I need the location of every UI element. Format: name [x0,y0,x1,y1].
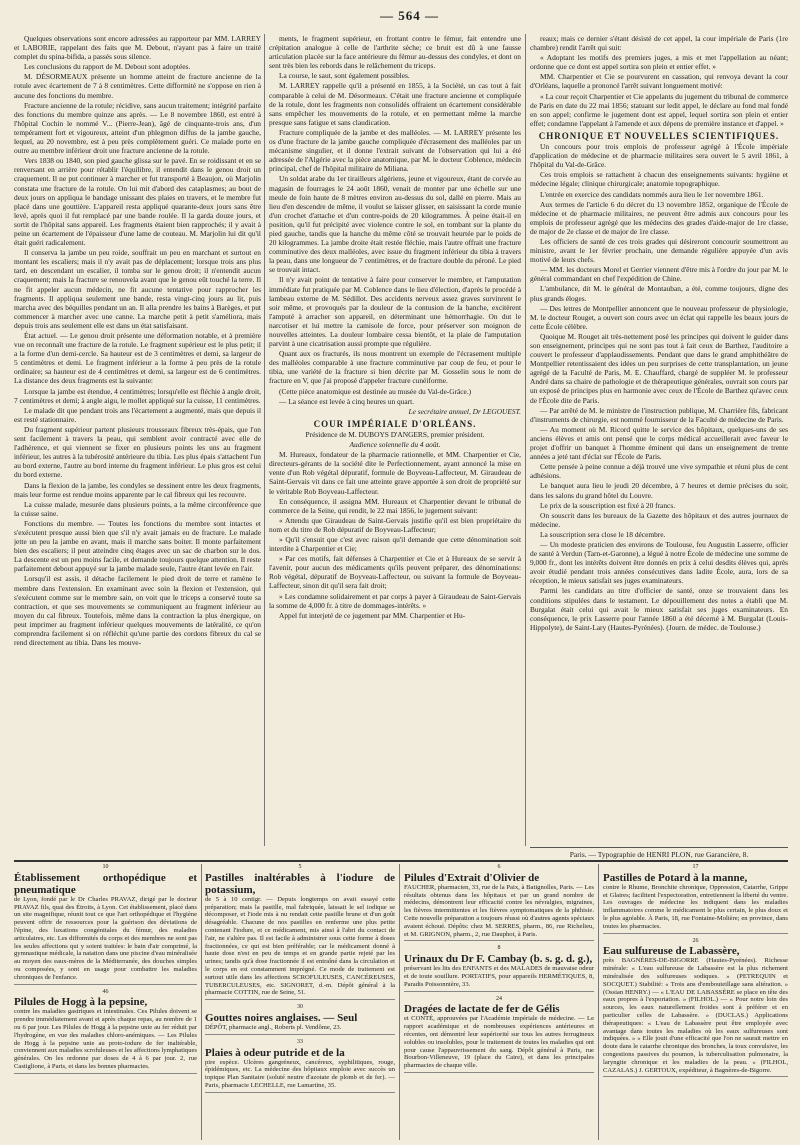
ad-title: Urinaux du Dr F. Cambay (b. s. g. d. g.), [404,953,593,966]
presidence-line: Présidence de M. DUBOYS D'ANGERS, premier président. [305,429,485,439]
ad-body: de 5 à 10 centigr. — Depuis longtemps on avait essayé cette préparation; mais la pastille, mal fabriquée, laissait le sel iodique se décomposer, et l'iode mis à nu rendait cette pastille brune et d'un goût désagréable. Chacune de nos pastilles en renferme une plus petite contenant l'iodure, et ce médicament, mis ainsi à l'abri du contact de l'air, ne s'altère pas. Il est facile à administrer sous cette forme à doses fractionnées, ce qui est bien préférable; car le médicament donné à haute dose n'est en peu de temps et en grande partie rejeté par les urines; tandis qu'à dose fractionnée il est entraîné dans la circulation et le corps en est constamment imprégné. Ce mode de traitement est surtout utile dans les affections SCROFULEUSES, CANCÉREUSES, TUBERCULEUSES, etc. SIGNORET, d.-m. Dépôt général à la pharmacie COTTIN, rue de Seine, 51. [205,895,395,997]
article-paragraph: ments, le fragment supérieur, en frottant contre le fémur, fait entendre une crépitation analogue à celle de l'arthrite sèche; ce bruit est dû à une fausse articulation placée sur la face antérieure du fémur au-dessus des condyles, et dont on sent très bien les rebords dans le relâchement du triceps. [269,34,521,71]
ad-body: préservant les lits des ENFANTS et des MALADES de mauvaise odeur et de toute souillure. PORTATIFS, pour appareils HERMÉTIQUES, 8, Paradis Poissonnière, 33. [404,965,594,988]
article-paragraph: — Un modeste praticien des environs de Toulouse, feu Augustin Lasserre, officier de santé à Verdun (Tarn-et-Garonne), a légué à notre École de médecine une somme de 9,000 fr., dont les intérêts doivent être donnés en prix à celui desdits élèves qui, après avoir étudié pendant trois années consécutives dans ladite École, aura, lors de sa réception, le mieux satisfait ses juges examinateurs. [530,539,788,586]
advertisement [14,864,197,985]
article-paragraph: MM. Charpentier et Cie se pourvurent en cassation, qui renvoya devant la cour d'Orléans, laquelle a prononcé l'arrêt suivant longuement motivé: [530,72,788,91]
ads-divider [399,864,400,1140]
article-paragraph: (Cette pièce anatomique est destinée au musée du Val-de-Grâce.) [279,386,472,396]
ad-number: 24 [496,995,502,1002]
advertisement [603,864,788,934]
article-paragraph: L'entrée en exercice des candidats nommés aura lieu le 1er novembre 1861. [540,189,764,199]
article-paragraph: Le malade dit que pendant trois ans l'écartement a augmenté, mais que depuis il est resté stationnaire. [14,405,261,424]
ad-body: et CONTÉ, approuvées par l'Académie impériale de médecine. — Le rapport académique et de nombreuses expériences antérieures et récentes, ont démontré leur supériorité sur tous les autres ferrugineux solubles ou insolubles, pour le traitement de toutes les maladies qui ont pour cause l'appauvrissement du sang. Dépôt général à Paris, rue Bourbon-Villeneuve, 19 (place du Caire), et dans les principales pharmacies de chaque ville. [404,1015,594,1070]
ad-number: 26 [692,937,699,944]
ad-title: Pilules de Hogg à la pepsine, [14,996,148,1009]
article-paragraph: Quant aux os fracturés, ils nous montrent un exemple de l'écrasement multiple des malléoles comparable à une fracture comminutive par coup de feu, et pour le tibia, une variété de la fracture si bien décrite par M. Gosselin sous le nom de fracture en V, que j'ai proposé d'appeler fracture cunéiforme. [269,349,521,386]
advertisement [205,864,395,1000]
advertisement [603,938,788,1078]
ads-column-4 [603,864,788,1142]
ad-number: 46 [102,988,109,995]
article-paragraph: La cuisse malade, mesurée dans plusieurs points, a la même circonférence que la cuisse saine. [14,499,261,518]
article-paragraph: Appel fut interjeté de ce jugement par MM. Charpentier et Hu- [279,610,466,620]
ad-separator [404,940,594,941]
article-paragraph: — Par arrêté de M. le ministre de l'instruction publique, M. Charrière fils, fabricant d'instruments de chirurgie, est nommé fournisseur de la Faculté de médecine de Paris. [530,405,788,424]
ads-column-3 [404,864,594,1142]
article-paragraph: Les conclusions du rapport de M. Debout sont adoptées. [24,62,191,72]
article-paragraph: La course, le saut, sont également possibles. [279,71,410,81]
printer-footer: Paris. — Typographie de HENRI PLON, rue Garancière, 8. [530,847,788,859]
ad-body: FAUCHER, pharmacien, 33, rue de la Paix, à Batignolles, Paris. — Les résultats obtenus dans les hôpitaux et par un grand nombre de médecins, démontrent leur efficacité contre les névralgies, migraines, les fièvres intermittentes et les fièvres symptomatiques de la phthisie. Cette nouvelle préparation a toujours réussi où d'autres agents spéciaux avaient échoué. Dépôts: chez M. SERRES, pharm., 86, rue Richelieu, et M. GRIGNON, pharm., 2, rue Dauphot, à Paris. [404,883,594,938]
ads-column-2 [205,864,395,1142]
ad-title: Pastilles inaltérables à l'iodure de potassium, [205,871,395,896]
ad-title: Eau sulfureuse de Labassère, [603,945,740,958]
article-paragraph: Quoique M. Rouget ait très-nettement posé les principes qui doivent le guider dans son enseignement, principes qui ne sont pas tout à fait ceux de Barthez, l'auditoire a couvert le professeur d'applaudissements. Pendant que dans le grand amphithéâtre de Montpellier retentissaient des idées un peu surprises de cette transplantation, un jeune agrégé de la Faculté de Paris, M. E. Chauffard, chargé de suppléer M. le professeur André dans sa chaire de pathologie et de thérapeutique générales, ouvrait son cours par un exposé de principes plus en harmonie avec ceux de l'École de Barthez qu'avec ceux de l'École dite de Paris. [530,331,788,405]
article-paragraph: Un soldat arabe du 1er tirailleurs algériens, jeune et vigoureux, étant de corvée au magasin de fourrages le 24 août 1860, venait de monter par une échelle sur une meule de foin haute de 8 mètres environ au-dessus du sol, dallé en pierre. Mais au lieu d'en descendre de même, il voulut se laisser glisser, en saisissant la corde munie d'un crochet d'attache et d'un contre-poids de 20 kilogrammes. À peine était-il en position, qu'il fut précipité avec violence contre le sol, en tombant sur la plante du pied gauche, tandis que la hanche du même côté se trouvait heurtée par le poids de 20 kilogrammes. La jambe droite était restée fléchie, mais l'autre offrait une fracture comminutive des deux malléoles, avec issue du fragment inférieur du tibia à travers la peau, dans une longueur de 7 centimètres, et de fracture double du péroné. Le pied se trouvait intact. [269,174,521,275]
ad-number: 30 [297,1004,303,1011]
ad-separator [14,1073,197,1074]
article-paragraph: Fracture ancienne de la rotule; récidive, sans aucun traitement; intégrité parfaite des fonctions du membre quinze ans après. — Le 8 novembre 1860, est entré à l'hôpital Cochin le nommé V... (Pierre-Jean), âgé de cinquante-trois ans, d'un tempérament fort et vigoureux, atteint d'un phlegmon diffus de la jambe gauche, lequel, au 20 novembre, est à peu près complètement guéri. Ce malade porte en outre au membre inférieur droit une fracture ancienne de la rotule. [14,100,261,156]
article-paragraph: Vers 1838 ou 1840, son pied gauche glissa sur le pavé. En se roidissant et en se renversant en arrière pour rétablir l'équilibre, il entendit dans le genou droit un craquement. Il ne put continuer à marcher et fut transporté à Beaujon, où Marjolin constata une fracture de la rotule. On lui mit d'abord des cataplasmes; au bout de deux jours on appliqua le bandage unissant des plaies en travers, et le membre fut placé dans une gouttière. L'appareil resta appliqué quarante-deux jours sans être levé, après quoi il fut remplacé par une bande roulée. Il la garda douze jours, et sortit de l'hôpital sans appareil. Les fragments étaient bien rapprochés; il y avait à peine un écartement de l'épaisseur d'une lame de couteau. M. Marjolin lui dit qu'il était guéri radicalement. [14,156,261,248]
ad-separator [205,999,395,1000]
article-paragraph: Du fragment supérieur partent plusieurs trousseaux fibreux très-épais, que l'on sent facilement à travers la peau, qui semblent avoir contracté avec elle de l'adhérence, et qui viennent se fixer en plusieurs points les uns au fragment inférieur, les autres à la tubérosité antérieure du tibia. Les plus épais s'attachent l'un au bord externe, l'autre au bord interne du fragment inférieur. Le plus gros est celui du bord externe. [14,424,261,480]
article-paragraph: État actuel. — Le genou droit présente une déformation notable, et à première vue on reconnaît une fracture de la rotule. Le fragment supérieur est le plus petit; il a la forme d'un demi-cercle. Sa hauteur est de 3 centimètres et demi, sa largeur de 5 centimètres et demi. Le fragment inférieur a la forme à peu près de la rotule ordinaire; sa hauteur est de 4 centimètres et demi, sa largeur est de 6 centimètres. La distance des deux fragments est la suivante: [14,331,261,386]
ad-body: DÉPÔT, pharmacie angl., Roberts pl. Vendôme, 23. [205,1023,342,1031]
ad-body: de Lyon, fondé par le Dr Charles PRAVAZ, dirigé par le docteur PRAVAZ fils, quai des Étroits, à Lyon. Cet établissement, placé dans un site magnifique, réunit tout ce que l'art orthopédique et l'hygiène peuvent offrir de ressources pour la guérison des déviations de l'épine, des luxations congénitales du fémur, des maladies articulaires, etc. Les difformités du corps et des membres ne sont pas les seules affections qui y soient traitées: le bain d'air comprimé, la gymnastique médicale, la natation dans une piscine d'eau minéralisée au moyen des eaux-mères de la Méditerranée, des douches simples ou composées, y sont en usage pour combattre les maladies chroniques de l'enfance. [14,895,197,981]
article-paragraph: « Adoptant les motifs des premiers juges, a mis et met l'appellation au néant; ordonne que ce dont est appel sortira son plein et entier effet. » [530,53,788,72]
ad-title: Pastilles de Potard à la manne, [603,871,748,884]
article-paragraph: — La séance est levée à cinq heures un quart. [279,396,415,406]
ad-separator [205,1092,395,1093]
ad-body: pire espèce. Ulcères gangréneux, cancéreux, syphilitiques, rouge, épidémiques, etc. La médecine des hôpitaux emploie avec succès un topique Plan Sanitaire (soluté neutre d'azotate de plomb et de fer). — Paris, pharmacie LECHELLE, rue Lamartine, 35. [205,1058,395,1089]
article-paragraph: On souscrit dans les bureaux de la Gazette des hôpitaux et des autres journaux de médecine. [530,510,788,529]
article-paragraph: Fonctions du membre. — Toutes les fonctions du membre sont intactes et s'exécutent presque aussi bien que s'il n'y avait jamais eu de fracture. Le malade jette un peu la jambe en avant, mais il marche sans boiter. Il monte parfaitement bien des escaliers; il peut atteindre cinq étages avec un sac de charbon sur le dos. La descente est un peu moins facile, et demande toujours quelque attention. Il reste parfaitement debout appuyé sur la jambe malade seule, l'autre étant levée en l'air. [14,518,261,574]
article-paragraph: Le banquet aura lieu le jeudi 20 décembre, à 7 heures et demie précises du soir, dans les salons du grand hôtel du Louvre. [530,481,788,500]
article-paragraph: En conséquence, il assigna MM. Hureaux et Charpentier devant le tribunal de commerce de la Seine, qui rendit, le 22 mai 1856, le jugement suivant: [269,496,521,515]
ad-number: 10 [102,864,109,870]
article-paragraph: Quelques observations sont encore adressées au rapporteur par MM. LARREY et LABORIE, rappelant des faits que M. Debout, n'ayant pas à faire un traité complet du spina-bifida, a passés sous silence. [14,34,261,62]
article-paragraph: M. DÉSORMEAUX présente un homme atteint de fracture ancienne de la rotule avec écartement de 7 à 8 centimètres. Cette difformité ne s'oppose en rien à aucune des fonctions du membre. [14,72,261,100]
article-paragraph: Parmi les candidats au titre d'officier de santé, onze se trouvaient dans les conditions stipulées dans le testament. Le dépouillement des notes a établi que M. Burgalat était celui qui avait le mieux satisfait ses juges examinateurs. En conséquence, le prix Lasserre pour l'année 1860 a été décerné à M. Burgalat (Louis-Hippolyte), de Saint-Lary (Hautes-Pyrénées). (Journ. de médec. de Toulouse.) [530,586,788,632]
column-3 [530,34,788,852]
audience-line: Audience solennelle du 4 août. [349,440,441,450]
section-title: COUR IMPÉRIALE D'ORLÉANS. [313,418,477,429]
ad-title: Pilules d'Extrait d'Olivier de [404,871,540,884]
ad-separator [404,1072,594,1073]
article-paragraph: Dans la flexion de la jambe, les condyles se dessinent entre les deux fragments, mais leur forme est rendue moins apparente par le cal fibreux qui les recouvre. [14,480,261,499]
article-paragraph: — Des lettres de Montpellier annoncent que le nouveau professeur de physiologie, M. le docteur Rouget, a ouvert son cours avec un éclat qui rappelle les beaux jours de cette École célèbre. [530,303,788,331]
article-paragraph: Lorsque la jambe est étendue, 4 centimètres; lorsqu'elle est fléchie à angle droit, 7 centimètres et demi; à angle aigu, le mollet appliqué sur la cuisse, 11 centimètres. [14,386,261,405]
article-paragraph: » Les condamne solidairement et par corps à payer à Giraudeau de Saint-Gervais la somme de 4,000 fr. à titre de dommages-intérêts. » [269,591,521,610]
ad-separator [205,1034,395,1035]
section-title: CHRONIQUE ET NOUVELLES SCIENTIFIQUES. [538,130,780,141]
article-paragraph: Cette pensée à peine connue a déjà trouvé une vive sympathie et réuni plus de cent adhésions. [530,462,788,481]
article-paragraph: Ces trois emplois se rattachent à chacun des enseignements suivants: hygiène et médecine légale; clinique chirurgicale; anatomie topographique. [530,170,788,189]
article-paragraph: — MM. les docteurs Morel et Gerrier viennent d'être mis à l'ordre du jour par M. le général commandant en chef l'expédition de Chine. [530,265,788,284]
article-paragraph: Il conserva la jambe un peu roide, souffrait un peu en marchant et surtout en montant les escaliers; mais il n'y avait pas de déplacement; lorsque trois ans plus tard, en descendant un escalier, il tomba sur le genou droit; il n'entendit aucun craquement; mais la fracture se renouvela avant que le genou eût touché la terre. Il ne fit appeler aucun médecin, ne fit aucune tentative pour rapprocher les fragments. Il appliqua seulement une bande, resta vingt-cinq jours au lit, puis marcha avec des béquilles pendant un an. Il alla prendre les bains à Barèges, et put commencer à marcher avec une canne. La marche petit à petit s'améliora, mais depuis trois ans seulement elle est dans un état satisfaisant. [14,248,261,330]
ad-separator [14,984,197,985]
article-paragraph: « Attendu que Giraudeau de Saint-Gervais justifie qu'il est bien propriétaire du nom et du titre de Rob dépuratif de Boyveau-Laffecteur; [269,515,521,534]
signature: Le secrétaire annuel, Dr LEGOUEST. [408,406,521,416]
column-divider [264,34,265,846]
ads-separator [14,860,788,862]
ad-number: 5 [298,864,302,870]
ad-body: près BAGNÈRES-DE-BIGORRE (Hautes-Pyrénées). Richesse minérale: « L'eau sulfureuse de Labassère est la plus richement minéralisée des sulfureuses sodiques. » (PETREQUIN et SOCQUET.) Stabilité: « Trois ans d'embouteillage sans altération. » (Ossian HENRY.) — « L'EAU DE LABASSÈRE se place en tête des eaux propres à l'exportation. » (FILHOL.) — « Pour notre loin des sources, les eaux naturellement froides sont à préférer et en particulier celles de Labassère. » (DUCLAS.) Applications thérapeutiques: « L'eau de Labassère peut être employée avec avantage dans toutes les maladies où les eaux sulfureuses sont indiquées. » « Elle jouit d'une efficacité que l'on ne saurait mettre en doute dans le catarrhe chronique des bronches, la toux convulsive, les congestions passives du poumon, la tuberculisation pulmonaire, la laryngite chronique et les maladies de la peau. » (FILHOL, CAZALAS.) J. GERTOUX, expéditeur, à Bagnères-de-Bigorre. [603,957,788,1074]
ad-title: Dragées de lactate de fer de Gélis [404,1003,560,1016]
column-2 [269,34,521,852]
ad-title: Établissement orthopédique et pneumatique [14,871,197,896]
article-paragraph: Le prix de la souscription est fixé à 20 francs. [540,500,676,510]
article-paragraph: Les officiers de santé de ces trois grades qui désireront concourir soumettront au ministre, avant le 1er février prochain, une demande régulière appuyée d'un avis motivé de leurs chefs. [530,236,788,265]
advertisement [404,945,594,991]
advertisement [14,989,197,1074]
column-1 [14,34,261,852]
article-paragraph: La souscription sera close le 18 décembre. [540,529,666,539]
ad-title: Plaies à odeur putride et de la [205,1046,345,1059]
article-paragraph: reaux; mais ce dernier s'étant désisté de cet appel, la cour impériale de Paris (1re chambre) rendit l'arrêt qui suit: [530,34,788,53]
advertisement [205,1004,395,1035]
column-divider [525,34,526,846]
ad-separator [603,933,788,934]
ad-body: contre les maladies gastriques et intestinales. Ces Pilules doivent se prendre immédiatement avant et après chaque repas, au nombre de 1 ou 6 par jour. Les Pilules de Hogg à la pepsine unie au fer réduit par l'hydrogène, en vue des maladies chloro-anémiques. — Les Pilules de Hogg à la pepsine unie au proto-iodure de fer inaltérable, conviennent aux maladies scrofuleuses et les affections lymphatiques générales. On les ordonne par doses de 4 à 6 par jour. 2, rue Castiglione, à Paris, et dans les bonnes pharmacies. [14,1008,197,1070]
article-paragraph: Fracture compliquée de la jambe et des malléoles. — M. LARREY présente les os d'une fracture de la jambe gauche compliquée d'écrasement des malléoles par un mécanisme singulier, et il donne l'extrait suivant de l'observation qui lui a été adressée de l'Algérie avec la pièce anatomique, par M. le docteur Coblence, médecin principal, chef de l'hôpital militaire de Miliana. [269,127,521,174]
article-paragraph: « La cour reçoit Charpentier et Cie appelants du jugement du tribunal de commerce de Paris en date du 22 mai 1856; statuant sur ledit appel, le déclare au fond mal fondé en son appel; confirme le jugement dont est appel, lequel sortira son plein et entier effet; condamne l'appelant à l'amende et aux dépens de première instance et d'appel. » [530,91,788,128]
article-paragraph: Lorsqu'il est assis, il détache facilement le pied droit de terre et ramène le membre dans l'extension. En examinant avec soin la flexion et l'extension, qui s'exécutent comme sur le membre sain, on voit que le triceps a conservé toute sa contraction, et que ses mouvements se communiquent au fragment inférieur au moyen du cal fibreux. Toutefois, même dans la contraction la plus énergique, on peut imprimer au fragment inférieur quelques mouvements de latéralité, ce qu'on comprendra facilement si on réfléchit qu'une partie des cordons fibreux du cal se rend directement au tibia. Dans les mouve- [14,574,261,648]
article-paragraph: L'ambulance, dit M. le général de Montauban, a été, comme toujours, digne des plus grands éloges. [530,284,788,303]
ad-separator [404,991,594,992]
page-number: — 564 — [380,8,439,23]
ad-number: 8 [497,945,501,952]
article-paragraph: M. Hureaux, fondateur de la pharmacie rationnelle, et MM. Charpentier et Cie, directeurs-gérants de la société dite le Perfectionnement, ayant annoncé la mise en vente d'un Rob végétal dépuratif, formule de Boyveau-Laffecteur, M. Giraudeau de Saint-Gervais vit dans ce fait une atteinte grave apportée à son droit de propriété sur le véritable Rob Boyveau-Laffecteur. [269,450,521,496]
advertisement [404,864,594,941]
ad-title: Gouttes noires anglaises. — Seul [205,1011,358,1024]
article-paragraph: Il n'y avait point de tentative à faire pour conserver le membre, et l'amputation immédiate fut pratiquée par M. Coblence dans le lieu d'élection, d'après le procédé à lambeau externe de M. Sédillot. Des accidents nerveux assez graves survinrent le soir même, et provoqués par la douleur de la contusion de la hanche, excitèrent l'amputé à arracher son appareil, en déterminant une hémorrhagie. On dut le narcotiser et lui mettre la camisole de force, pour préserver son moignon de nouvelles atteintes. La douleur lombaire cessa bientôt, et la plaie de l'amputation parvint à une cicatrisation aussi prompte que régulière. [269,275,521,349]
advertisement [205,1039,395,1093]
advertisement [404,996,594,1073]
ads-divider [598,864,599,1140]
ads-divider [201,864,202,1140]
ad-body: contre le Rhume, Bronchite chronique, Oppression, Catarrhe, Grippe et Glaires; facilitent l'expectoration, entretiennent la liberté du ventre. Les ouvrages de médecine les indiquent dans les maladies inflammatoires comme le médicament le plus certain, le plus doux et le plus agréable. À Paris, 18, rue Fontaine-Molière; en province, dans toutes les pharmacies. [603,883,788,930]
article-paragraph: M. LARREY rappelle qu'il a présenté en 1855, à la Société, un cas tout à fait comparable à celui de M. Désormeaux. C'était une fracture ancienne et compliquée de la rotule, dont les fragments non consolidés offraient un écartement considérable sans empêcher les mouvements de la rotule, et en permettant même la marche presque sans fatigue et sans claudication. [269,81,521,127]
ad-separator [603,1076,788,1077]
article-paragraph: Un concours pour trois emplois de professeur agrégé à l'École impériale d'application de médecine et de pharmacie militaires sera ouvert le 5 avril 1861, à l'hôpital du Val-de-Grâce. [530,142,788,170]
ad-number: 33 [297,1038,303,1045]
ad-number: 17 [692,864,699,870]
article-paragraph: Aux termes de l'article 6 du décret du 13 novembre 1852, organique de l'École de médecine et de pharmacie militaires, ne peuvent être admis aux concours pour les emplois de professeur agrégé que les médecins des grades d'aide-major de 1re classe, de major de 2e classe et de major de 1re classe. [530,199,788,236]
article-paragraph: — Au moment où M. Ricord quitte le service des hôpitaux, quelques-uns de ses anciens élèves et amis ont pensé que le corps médical accueillerait avec faveur le projet d'offrir un banquet à l'homme éminent qui dans un enseignement de trente années a jeté tant d'éclat sur l'École de Paris. [530,424,788,462]
article-paragraph: » Par ces motifs, fait défenses à Charpentier et Cie et à Hureaux de se servir à l'avenir, pour aucun des médicaments qu'ils peuvent préparer, des dénominations: Rob végétal, dépuratif de Boyveau-Laffecteur, ou suivant la formule de Boyveau-Laffecteur, sinon dit qu'il sera fait droit; [269,554,521,591]
article-paragraph: » Qu'il s'ensuit que c'est avec raison qu'il demande que cette dénomination soit interdite à Charpentier et Cie; [269,534,521,554]
ad-number: 6 [497,864,501,870]
ads-column-1 [14,864,197,1142]
